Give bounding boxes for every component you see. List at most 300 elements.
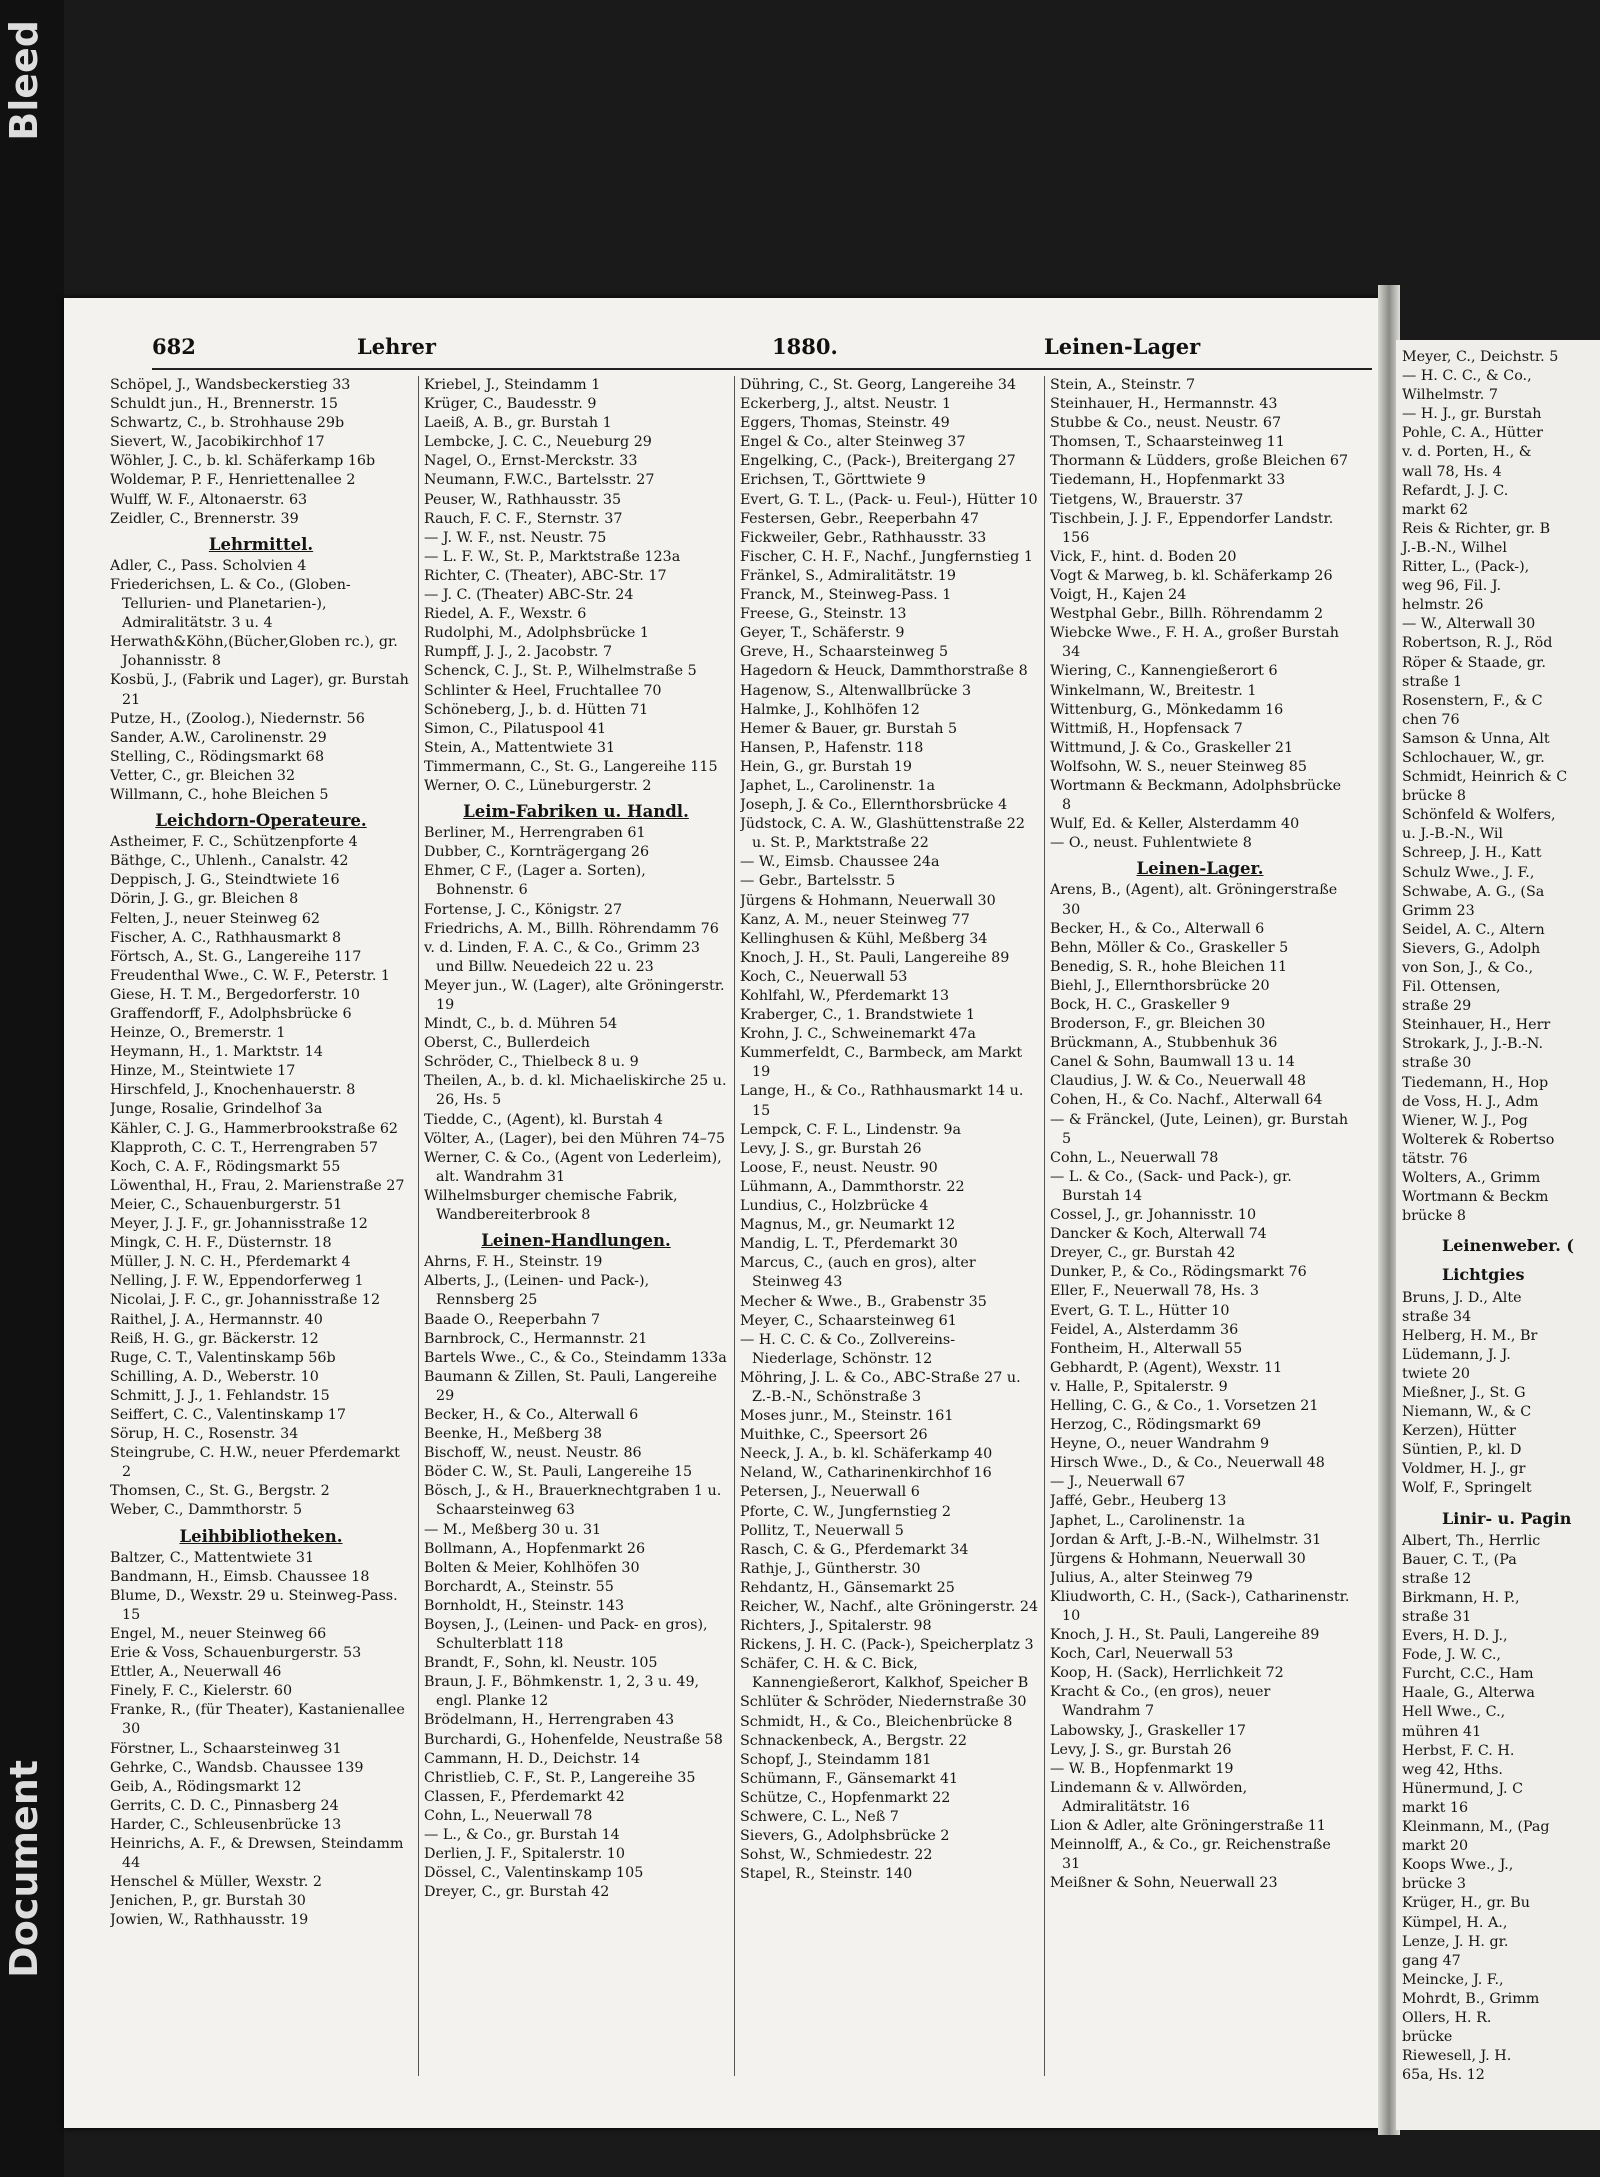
directory-entry: Wiener, W. J., Pog	[1402, 1112, 1528, 1129]
section-heading: Leinenweber. (	[1442, 1236, 1574, 1256]
directory-entry: Heinze, O., Bremerstr. 1	[110, 1025, 286, 1042]
directory-entry: Steingrube, C. H.W., neuer Pferdemarkt 2	[110, 1445, 400, 1481]
directory-entry: Loose, F., neust. Neustr. 90	[740, 1159, 938, 1176]
directory-entry: — W. B., Hopfenmarkt 19	[1050, 1760, 1234, 1777]
directory-entry: Lempck, C. F. L., Lindenstr. 9a	[740, 1121, 962, 1138]
directory-entry: Tiedemann, H., Hopfenmarkt 33	[1050, 472, 1286, 489]
directory-entry: Rumpff, J. J., 2. Jacobstr. 7	[424, 644, 613, 661]
directory-entry: Schröder, C., Thielbeck 8 u. 9	[424, 1054, 639, 1071]
directory-entry: straße 29	[1402, 998, 1472, 1015]
directory-entry: Riewesell, J. H.	[1402, 2048, 1512, 2065]
directory-entry: Hein, G., gr. Burstah 19	[740, 758, 912, 775]
directory-entry: Borchardt, A., Steinstr. 55	[424, 1578, 614, 1595]
directory-entry: Schlüter & Schröder, Niedernstraße 30	[740, 1694, 1027, 1711]
directory-entry: Ritter, L., (Pack-),	[1402, 559, 1530, 576]
directory-entry: Kosbü, J., (Fabrik und Lager), gr. Burstah 21	[110, 672, 409, 708]
directory-entry: Mandig, L. T., Pferdemarkt 30	[740, 1236, 958, 1253]
directory-entry: Hagedorn & Heuck, Dammthorstraße 8	[740, 663, 1028, 680]
page-title-left: Lehrer	[357, 334, 436, 359]
directory-entry: Knoch, J. H., St. Pauli, Langereihe 89	[740, 949, 1010, 966]
directory-entry: Herbst, F. C. H.	[1402, 1742, 1515, 1759]
directory-entry: Jenichen, P., gr. Burstah 30	[110, 1893, 306, 1910]
directory-entry: Beenke, H., Meßberg 38	[424, 1426, 602, 1443]
directory-entry: Arens, B., (Agent), alt. Gröningerstraße 30	[1050, 882, 1338, 918]
directory-entry: Lion & Adler, alte Gröningerstraße 11	[1050, 1818, 1326, 1835]
directory-entry: Julius, A., alter Steinweg 79	[1050, 1569, 1253, 1586]
directory-entry: Thomsen, C., St. G., Bergstr. 2	[110, 1483, 330, 1500]
directory-entry: weg 42, Hths.	[1402, 1761, 1503, 1778]
directory-entry: markt 20	[1402, 1838, 1469, 1855]
section-heading: Leim-Fabriken u. Handl.	[463, 802, 689, 822]
facing-page-column	[1402, 348, 1600, 2085]
directory-entry: Wortmann & Beckm	[1402, 1189, 1549, 1206]
directory-entry: Fickweiler, Gebr., Rathhausstr. 33	[740, 529, 987, 546]
directory-entry: Schmitt, J. J., 1. Fehlandstr. 15	[110, 1387, 330, 1404]
directory-entry: Claudius, J. W. & Co., Neuerwall 48	[1050, 1073, 1306, 1090]
directory-entry: Ollers, H. R.	[1402, 2009, 1492, 2026]
directory-entry: Koch, C., Neuerwall 53	[740, 968, 908, 985]
directory-entry: Bock, H. C., Graskeller 9	[1050, 997, 1230, 1013]
directory-entry: Junge, Rosalie, Grindelhof 3a	[110, 1101, 323, 1118]
directory-entry: Levy, J. S., gr. Burstah 26	[740, 1140, 922, 1157]
directory-entry: Förtsch, A., St. G., Langereihe 117	[110, 948, 362, 965]
directory-entry: Stein, A., Mattentwiete 31	[424, 739, 616, 756]
directory-entry: Lüdemann, J. J.	[1402, 1346, 1511, 1363]
directory-entry: Helberg, H. M., Br	[1402, 1327, 1538, 1344]
directory-entry: Ahrns, F. H., Steinstr. 19	[424, 1254, 603, 1271]
directory-entry: Raithel, J. A., Hermannstr. 40	[110, 1311, 323, 1328]
column-divider	[734, 376, 735, 2076]
directory-entry: Fränkel, S., Admiralitätstr. 19	[740, 567, 956, 584]
directory-entry: Simon, C., Pilatuspool 41	[424, 720, 607, 737]
directory-entry: Geyer, T., Schäferstr. 9	[740, 625, 905, 642]
directory-entry: Alberts, J., (Leinen- und Pack-), Rennsberg 25	[424, 1273, 650, 1309]
directory-entry: Grimm 23	[1402, 902, 1475, 919]
directory-entry: Kähler, C. J. G., Hammerbrookstraße 62	[110, 1120, 399, 1137]
directory-entry: brücke	[1402, 2029, 1453, 2046]
directory-entry: Wortmann & Beckmann, Adolphsbrücke 8	[1050, 777, 1342, 814]
directory-entry: Engel, M., neuer Steinweg 66	[110, 1626, 327, 1642]
directory-entry: Friederichsen, L. & Co., (Globen-Tellurien- und Planetarien-), Admiralitätstr. 3 u. 4	[110, 576, 351, 632]
directory-entry: Stein, A., Steinstr. 7	[1050, 377, 1196, 393]
directory-entry: Evert, G. T. L., Hütter 10	[1050, 1302, 1230, 1319]
directory-entry: Fischer, A. C., Rathhausmarkt 8	[110, 929, 342, 946]
directory-entry: Cohn, L., Neuerwall 78	[1050, 1149, 1219, 1166]
directory-entry: Kerzen), Hütter	[1402, 1423, 1516, 1440]
directory-entry: Reiß, H. G., gr. Bäckerstr. 12	[110, 1330, 319, 1347]
directory-entry: Reicher, W., Nachf., alte Gröningerstr. 24	[740, 1599, 1039, 1615]
directory-entry: tätstr. 76	[1402, 1150, 1468, 1167]
directory-entry: Wittenburg, G., Mönkedamm 16	[1050, 701, 1284, 718]
directory-entry: Dühring, C., St. Georg, Langereihe 34	[740, 377, 1017, 393]
directory-entry: — H. C. C. & Co., Zollvereins-Niederlage, Schönstr. 12	[740, 1331, 956, 1367]
directory-entry: Wiering, C., Kannengießerort 6	[1050, 663, 1278, 680]
directory-entry: Cammann, H. D., Deichstr. 14	[424, 1750, 641, 1767]
directory-entry: straße 30	[1402, 1055, 1472, 1072]
directory-entry: Derlien, J. F., Spitalerstr. 10	[424, 1846, 625, 1863]
directory-entry: Strokark, J., J.-B.-N.	[1402, 1036, 1544, 1053]
directory-entry: Kleinmann, M., (Pag	[1402, 1819, 1550, 1836]
directory-entry: Oberst, C., Bullerdeich	[424, 1035, 590, 1052]
directory-entry: Wöhler, J. C., b. kl. Schäferkamp 16b	[110, 453, 376, 470]
directory-entry: Schopf, J., Steindamm 181	[740, 1751, 932, 1768]
directory-entry: Refardt, J. J. C.	[1402, 482, 1509, 499]
directory-entry: Tischbein, J. J. F., Eppendorfer Landstr. 156	[1050, 510, 1334, 546]
directory-entry: Tietgens, W., Brauerstr. 37	[1050, 491, 1244, 508]
directory-entry: Meyer jun., W. (Lager), alte Gröningerstr. 19	[424, 977, 725, 1013]
directory-entry: Barnbrock, C., Hermannstr. 21	[424, 1330, 648, 1347]
directory-entry: Hansen, P., Hafenstr. 118	[740, 739, 924, 756]
directory-entry: Schwere, C. L., Neß 7	[740, 1809, 899, 1826]
directory-entry: Kraberger, C., 1. Brandstwiete 1	[740, 1007, 976, 1024]
directory-entry: Lange, H., & Co., Rathhausmarkt 14 u. 15	[740, 1083, 1024, 1119]
directory-entry: Wilhelmsburger chemische Fabrik, Wandbereiterbrook 8	[424, 1187, 678, 1224]
directory-entry: Jürgens & Hohmann, Neuerwall 30	[740, 892, 996, 909]
directory-entry: Fischer, C. H. F., Nachf., Jungfernstieg 1	[740, 548, 1033, 565]
directory-entry: Nagel, O., Ernst-Merckstr. 33	[424, 453, 638, 470]
directory-entry: Schwabe, A. G., (Sa	[1402, 883, 1545, 900]
directory-entry: Henschel & Müller, Wexstr. 2	[110, 1874, 322, 1891]
directory-entry: Nelling, J. F. W., Eppendorferweg 1	[110, 1273, 364, 1290]
directory-entry: Meyer, C., Deichstr. 5	[1402, 349, 1559, 365]
directory-entry: Wulff, W. F., Altonaerstr. 63	[110, 491, 308, 508]
directory-entry: Furcht, C.C., Ham	[1402, 1666, 1534, 1683]
directory-entry: Labowsky, J., Graskeller 17	[1050, 1722, 1246, 1739]
directory-entry: Kellinghusen & Kühl, Meßberg 34	[740, 930, 988, 947]
directory-entry: Fode, J. W. C.,	[1402, 1647, 1501, 1664]
directory-entry: Boysen, J., (Leinen- und Pack- en gros), Schulterblatt 118	[424, 1617, 708, 1653]
directory-entry: Dubber, C., Kornträgergang 26	[424, 844, 650, 861]
directory-entry: Schöpel, J., Wandsbeckerstieg 33	[110, 377, 351, 393]
directory-entry: Moses junr., M., Steinstr. 161	[740, 1408, 954, 1425]
directory-entry: Wittmiß, H., Hopfensack 7	[1050, 720, 1243, 737]
directory-entry: u. J.-B.-N., Wil	[1402, 826, 1503, 843]
directory-entry: Mießner, J., St. G	[1402, 1384, 1526, 1401]
directory-entry: — Gebr., Bartelsstr. 5	[740, 873, 896, 890]
directory-entry: Rosenstern, F., & C	[1402, 692, 1543, 709]
directory-entry: Brödelmann, H., Herrengraben 43	[424, 1712, 675, 1729]
directory-entry: Koch, Carl, Neuerwall 53	[1050, 1646, 1234, 1663]
directory-entry: Erie & Voss, Schauenburgerstr. 53	[110, 1645, 362, 1662]
directory-entry: — O., neust. Fuhlentwiete 8	[1050, 835, 1252, 852]
directory-entry: Bischoff, W., neust. Neustr. 86	[424, 1445, 642, 1462]
directory-entry: Feidel, A., Alsterdamm 36	[1050, 1321, 1239, 1338]
directory-entry: Pforte, C. W., Jungfernstieg 2	[740, 1503, 951, 1520]
directory-entry: Voldmer, H. J., gr	[1402, 1461, 1526, 1478]
directory-entry: Rasch, C. & G., Pferdemarkt 34	[740, 1541, 969, 1558]
directory-entry: Bruns, J. D., Alte	[1402, 1289, 1522, 1306]
directory-entry: Rathje, J., Güntherstr. 30	[740, 1560, 921, 1577]
directory-entry: Völter, A., (Lager), bei den Mühren 74–75	[424, 1130, 726, 1147]
column-2	[424, 376, 728, 2076]
directory-entry: Classen, F., Pferdemarkt 42	[424, 1788, 625, 1805]
directory-entry: Röper & Staade, gr.	[1402, 654, 1546, 671]
directory-entry: Marcus, C., (auch en gros), alter Steinweg 43	[740, 1255, 976, 1291]
directory-entry: — W., Alterwall 30	[1402, 616, 1536, 633]
directory-entry: Sievers, G., Adolph	[1402, 940, 1541, 957]
directory-entry: Koch, C. A. F., Rödingsmarkt 55	[110, 1158, 341, 1175]
directory-entry: Berliner, M., Herrengraben 61	[424, 825, 646, 842]
directory-entry: Schreep, J. H., Katt	[1402, 845, 1542, 862]
directory-entry: markt 16	[1402, 1799, 1469, 1816]
directory-entry: Theilen, A., b. d. kl. Michaeliskirche 25 u. 26, Hs. 5	[424, 1073, 727, 1109]
directory-entry: Meißner & Sohn, Neuerwall 23	[1050, 1875, 1278, 1892]
directory-entry: Thormann & Lüdders, große Bleichen 67	[1050, 453, 1349, 470]
directory-entry: Hemer & Bauer, gr. Burstah 5	[740, 720, 958, 737]
directory-entry: Nicolai, J. F. C., gr. Johannisstraße 12	[110, 1292, 381, 1309]
directory-entry: — J. W. F., nst. Neustr. 75	[424, 529, 607, 546]
directory-entry: Baumann & Zillen, St. Pauli, Langereihe 29	[424, 1368, 717, 1404]
directory-entry: Weber, C., Dammthorstr. 5	[110, 1502, 303, 1519]
directory-entry: Tiedemann, H., Hop	[1402, 1074, 1549, 1091]
directory-entry: Japhet, L., Carolinenstr. 1a	[1050, 1512, 1246, 1529]
directory-entry: Voigt, H., Kajen 24	[1050, 587, 1187, 604]
directory-page	[64, 298, 1390, 2128]
directory-entry: Steinhauer, H., Herr	[1402, 1017, 1551, 1034]
directory-entry: Süntien, P., kl. D	[1402, 1442, 1522, 1459]
directory-entry: Geib, A., Rödingsmarkt 12	[110, 1778, 302, 1795]
section-heading: Lehrmittel.	[208, 534, 314, 554]
directory-entry: Schlochauer, W., gr.	[1402, 749, 1545, 766]
directory-entry: Bandmann, H., Eimsb. Chaussee 18	[110, 1568, 370, 1585]
directory-entry: Hünermund, J. C	[1402, 1780, 1524, 1797]
directory-entry: Helling, C. G., & Co., 1. Vorsetzen 21	[1050, 1397, 1319, 1414]
column-3	[740, 376, 1040, 2076]
directory-entry: Sievers, G., Adolphsbrücke 2	[740, 1828, 950, 1845]
directory-entry: Müller, J. N. C. H., Pferdemarkt 4	[110, 1254, 351, 1271]
directory-entry: Wulf, Ed. & Keller, Alsterdamm 40	[1050, 816, 1300, 833]
directory-entry: Robertson, R. J., Röd	[1402, 635, 1553, 652]
directory-entry: Engelking, C., (Pack-), Breitergang 27	[740, 453, 1016, 470]
directory-entry: Haale, G., Alterwa	[1402, 1685, 1535, 1702]
section-heading: Leinen-Lager.	[1136, 859, 1264, 879]
directory-entry: Pollitz, T., Neuerwall 5	[740, 1522, 904, 1539]
directory-entry: Baltzer, C., Mattentwiete 31	[110, 1549, 315, 1566]
directory-entry: Timmermann, C., St. G., Langereihe 115	[424, 758, 718, 775]
directory-entry: helmstr. 26	[1402, 597, 1484, 614]
directory-entry: Kümpel, H. A.,	[1402, 1914, 1508, 1931]
page-number: 682	[152, 334, 196, 359]
directory-entry: Schilling, A. D., Weberstr. 10	[110, 1368, 319, 1385]
directory-entry: Schäfer, C. H. & C. Bick, Kannengießerort, Kalkhof, Speicher B	[740, 1656, 1029, 1692]
directory-entry: 65a, Hs. 12	[1402, 2067, 1485, 2084]
directory-entry: Löwenthal, H., Frau, 2. Marienstraße 27	[110, 1177, 405, 1194]
directory-entry: Bäthge, C., Uhlenh., Canalstr. 42	[110, 853, 349, 870]
directory-entry: Cohn, L., Neuerwall 78	[424, 1807, 593, 1824]
directory-entry: markt 62	[1402, 501, 1469, 518]
directory-entry: twiete 20	[1402, 1365, 1470, 1382]
directory-entry: Herwath&Köhn,(Bücher,Globen rc.), gr. Johannisstr. 8	[110, 634, 398, 670]
directory-entry: Riedel, A. F., Wexstr. 6	[424, 606, 587, 623]
directory-entry: Schmidt, Heinrich & C	[1402, 769, 1568, 786]
directory-entry: Niemann, W., & C	[1402, 1404, 1532, 1421]
directory-entry: mühren 41	[1402, 1723, 1482, 1740]
directory-entry: Reis & Richter, gr. B	[1402, 520, 1551, 537]
directory-entry: Richters, J., Spitalerstr. 98	[740, 1618, 932, 1635]
section-heading: Leichdorn-Operateure.	[155, 811, 367, 831]
directory-entry: Krohn, J. C., Schweinemarkt 47a	[740, 1026, 976, 1043]
directory-entry: Kriebel, J., Steindamm 1	[424, 377, 601, 393]
directory-entry: Muithke, C., Speersort 26	[740, 1427, 928, 1444]
directory-entry: Bartels Wwe., C., & Co., Steindamm 133a	[424, 1349, 727, 1366]
directory-entry: Jordan & Arft, J.-B.-N., Wilhelmstr. 31	[1050, 1531, 1322, 1548]
column-4	[1050, 376, 1350, 2076]
directory-entry: von Son, J., & Co.,	[1402, 960, 1534, 976]
directory-entry: Jaffé, Gebr., Heuberg 13	[1050, 1493, 1227, 1510]
directory-entry: — H. J., gr. Burstah	[1402, 406, 1542, 423]
directory-entry: brücke 8	[1402, 1208, 1466, 1225]
directory-entry: Rauch, F. C. F., Sternstr. 37	[424, 510, 623, 527]
directory-entry: gang 47	[1402, 1952, 1461, 1969]
directory-entry: Ettler, A., Neuerwall 46	[110, 1664, 282, 1681]
directory-entry: Knoch, J. H., St. Pauli, Langereihe 89	[1050, 1627, 1320, 1644]
directory-entry: Klapproth, C. C. T., Herrengraben 57	[110, 1139, 379, 1156]
directory-entry: v. Halle, P., Spitalerstr. 9	[1050, 1378, 1228, 1395]
directory-entry: chen 76	[1402, 711, 1460, 728]
directory-entry: Stapel, R., Steinstr. 140	[740, 1866, 913, 1883]
directory-entry: Wolfsohn, W. S., neuer Steinweg 85	[1050, 758, 1307, 775]
page-year: 1880.	[772, 334, 838, 359]
directory-entry: Westphal Gebr., Billh. Röhrendamm 2	[1050, 606, 1324, 623]
directory-entry: — & Fränckel, (Jute, Leinen), gr. Burstah 5	[1050, 1111, 1349, 1147]
directory-entry: Schümann, F., Gänsemarkt 41	[740, 1770, 959, 1787]
directory-entry: Schwartz, C., b. Strohhause 29b	[110, 415, 345, 432]
directory-entry: — W., Eimsb. Chaussee 24a	[740, 854, 940, 871]
directory-entry: Heinrichs, A. F., & Drewsen, Steindamm 44	[110, 1836, 404, 1872]
directory-entry: Kliudworth, C. H., (Sack-), Catharinenstr. 10	[1050, 1588, 1350, 1624]
directory-entry: — L., & Co., gr. Burstah 14	[424, 1827, 620, 1844]
directory-entry: wall 78, Hs. 4	[1402, 463, 1502, 480]
directory-entry: Thomsen, T., Schaarsteinweg 11	[1050, 434, 1285, 451]
directory-entry: Biehl, J., Ellernthorsbrücke 20	[1050, 977, 1270, 994]
directory-entry: Schönfeld & Wolfers,	[1402, 807, 1556, 824]
directory-entry: Werner, O. C., Lüneburgerstr. 2	[424, 777, 652, 794]
directory-entry: Cohen, H., & Co. Nachf., Alterwall 64	[1050, 1092, 1323, 1109]
directory-entry: Dössel, C., Valentinskamp 105	[424, 1865, 644, 1882]
directory-entry: — L. & Co., (Sack- und Pack-), gr. Burstah 14	[1050, 1168, 1292, 1204]
directory-entry: Peuser, W., Rathhausstr. 35	[424, 491, 622, 508]
column-divider	[1044, 376, 1045, 2076]
directory-entry: Mingk, C. H. F., Düsternstr. 18	[110, 1235, 332, 1252]
directory-entry: Förstner, L., Schaarsteinweg 31	[110, 1740, 342, 1757]
directory-entry: Lindemann & v. Allwörden, Admiralitätstr. 16	[1050, 1779, 1248, 1815]
directory-entry: Jowien, W., Rathhausstr. 19	[110, 1912, 309, 1929]
directory-entry: Vogt & Marweg, b. kl. Schäferkamp 26	[1050, 567, 1333, 584]
directory-entry: Gehrke, C., Wandsb. Chaussee 139	[110, 1759, 364, 1776]
directory-entry: Christlieb, C. F., St. P., Langereihe 35	[424, 1769, 696, 1786]
directory-entry: Schöneberg, J., b. d. Hütten 71	[424, 701, 649, 718]
directory-entry: Kohlfahl, W., Pferdemarkt 13	[740, 988, 950, 1004]
directory-entry: Wolterek & Robertso	[1402, 1131, 1555, 1148]
directory-entry: brücke 8	[1402, 788, 1466, 805]
directory-entry: Eggers, Thomas, Steinstr. 49	[740, 415, 950, 432]
directory-entry: Bornholdt, H., Steinstr. 143	[424, 1597, 625, 1614]
directory-entry: weg 96, Fil. J.	[1402, 578, 1501, 595]
directory-entry: Freudenthal Wwe., C. W. F., Peterstr. 1	[110, 967, 391, 984]
directory-entry: Fil. Ottensen,	[1402, 979, 1501, 996]
directory-entry: Brandt, F., Sohn, kl. Neustr. 105	[424, 1655, 658, 1672]
directory-entry: Harder, C., Schleusenbrücke 13	[110, 1816, 342, 1833]
directory-entry: Levy, J. S., gr. Burstah 26	[1050, 1741, 1232, 1758]
directory-entry: Vetter, C., gr. Bleichen 32	[110, 767, 296, 784]
directory-entry: Rehdantz, H., Gänsemarkt 25	[740, 1579, 955, 1596]
directory-entry: J.-B.-N., Wilhel	[1402, 539, 1507, 556]
directory-entry: Cossel, J., gr. Johannisstr. 10	[1050, 1207, 1257, 1224]
directory-entry: Sörup, H. C., Rosenstr. 34	[110, 1426, 299, 1443]
directory-entry: — J., Neuerwall 67	[1050, 1474, 1186, 1491]
directory-entry: Hirschfeld, J., Knochenhauerstr. 8	[110, 1082, 356, 1099]
directory-entry: Finely, F. C., Kielerstr. 60	[110, 1683, 293, 1700]
directory-entry: Wolf, F., Springelt	[1402, 1480, 1532, 1497]
directory-entry: Broderson, F., gr. Bleichen 30	[1050, 1016, 1266, 1033]
directory-entry: Lundius, C., Holzbrücke 4	[740, 1198, 929, 1215]
directory-entry: Tiedde, C., (Agent), kl. Burstah 4	[424, 1111, 663, 1128]
directory-entry: brücke 3	[1402, 1876, 1466, 1893]
directory-entry: Wilhelmstr. 7	[1402, 387, 1498, 404]
directory-entry: Eller, F., Neuerwall 78, Hs. 3	[1050, 1283, 1259, 1300]
directory-entry: Heyne, O., neuer Wandrahm 9	[1050, 1436, 1270, 1453]
directory-entry: Meincke, J. F.,	[1402, 1971, 1504, 1988]
directory-entry: Bösch, J., & H., Brauerknechtgraben 1 u. Schaarsteinweg 63	[424, 1483, 722, 1519]
directory-entry: Richter, C. (Theater), ABC-Str. 17	[424, 567, 667, 584]
directory-entry: straße 1	[1402, 673, 1463, 690]
directory-entry: Japhet, L., Carolinenstr. 1a	[740, 777, 936, 794]
directory-entry: Putze, H., (Zoolog.), Niedernstr. 56	[110, 710, 365, 727]
directory-entry: Sohst, W., Schmiedestr. 22	[740, 1847, 933, 1864]
directory-entry: Laeiß, A. B., gr. Burstah 1	[424, 415, 612, 432]
directory-entry: Dörin, J. G., gr. Bleichen 8	[110, 891, 299, 908]
directory-entry: Bolten & Meier, Kohlhöfen 30	[424, 1559, 640, 1576]
section-heading: Lichtgies	[1442, 1265, 1525, 1285]
directory-entry: Willmann, C., hohe Bleichen 5	[110, 786, 329, 803]
directory-entry: Franck, M., Steinweg-Pass. 1	[740, 587, 952, 604]
directory-entry: Greve, H., Schaarsteinweg 5	[740, 644, 949, 661]
directory-entry: Neumann, F.W.C., Bartelsstr. 27	[424, 472, 655, 489]
directory-entry: Stubbe & Co., neust. Neustr. 67	[1050, 415, 1282, 432]
directory-entry: Ruge, C. T., Valentinskamp 56b	[110, 1349, 336, 1366]
directory-entry: Bollmann, A., Hopfenmarkt 26	[424, 1540, 646, 1557]
directory-entry: Hirsch Wwe., D., & Co., Neuerwall 48	[1050, 1455, 1325, 1472]
directory-entry: Mecher & Wwe., B., Grabenstr 35	[740, 1293, 987, 1310]
directory-entry: Böder C. W., St. Pauli, Langereihe 15	[424, 1464, 693, 1481]
directory-entry: Franke, R., (für Theater), Kastanienallee 30	[110, 1702, 405, 1738]
directory-entry: Seidel, A. C., Altern	[1402, 921, 1545, 938]
directory-entry: Schnackenbeck, A., Bergstr. 22	[740, 1732, 967, 1749]
directory-entry: Vick, F., hint. d. Boden 20	[1050, 548, 1237, 565]
directory-entry: Sievert, W., Jacobikirchhof 17	[110, 434, 325, 451]
directory-entry: Meyer, J. J. F., gr. Johannisstraße 12	[110, 1216, 368, 1233]
directory-entry: Blume, D., Wexstr. 29 u. Steinweg-Pass. 15	[110, 1587, 398, 1623]
directory-entry: — H. C. C., & Co.,	[1402, 368, 1532, 385]
directory-entry: Engel & Co., alter Steinweg 37	[740, 434, 966, 451]
directory-entry: Hinze, M., Steintwiete 17	[110, 1063, 296, 1080]
directory-entry: Krüger, H., gr. Bu	[1402, 1895, 1531, 1912]
directory-entry: Joseph, J. & Co., Ellernthorsbrücke 4	[740, 797, 1008, 814]
directory-entry: Dunker, P., & Co., Rödingsmarkt 76	[1050, 1264, 1307, 1281]
directory-entry: — M., Meßberg 30 u. 31	[424, 1521, 602, 1538]
directory-entry: v. d. Porten, H., &	[1402, 444, 1532, 461]
directory-entry: Kanz, A. M., neuer Steinweg 77	[740, 911, 970, 928]
directory-entry: Neland, W., Catharinenkirchhof 16	[740, 1465, 992, 1482]
directory-entry: Samson & Unna, Alt	[1402, 730, 1550, 747]
directory-entry: Rickens, J. H. C. (Pack-), Speicherplatz 3	[740, 1637, 1034, 1654]
section-heading: Linir- u. Pagin	[1442, 1508, 1572, 1528]
directory-entry: Winkelmann, W., Breitestr. 1	[1050, 682, 1257, 699]
directory-entry: straße 12	[1402, 1570, 1472, 1587]
directory-entry: Becker, H., & Co., Alterwall 6	[424, 1406, 639, 1423]
section-heading: Leihbibliotheken.	[179, 1526, 343, 1546]
directory-entry: Neeck, J. A., b. kl. Schäferkamp 40	[740, 1446, 993, 1463]
